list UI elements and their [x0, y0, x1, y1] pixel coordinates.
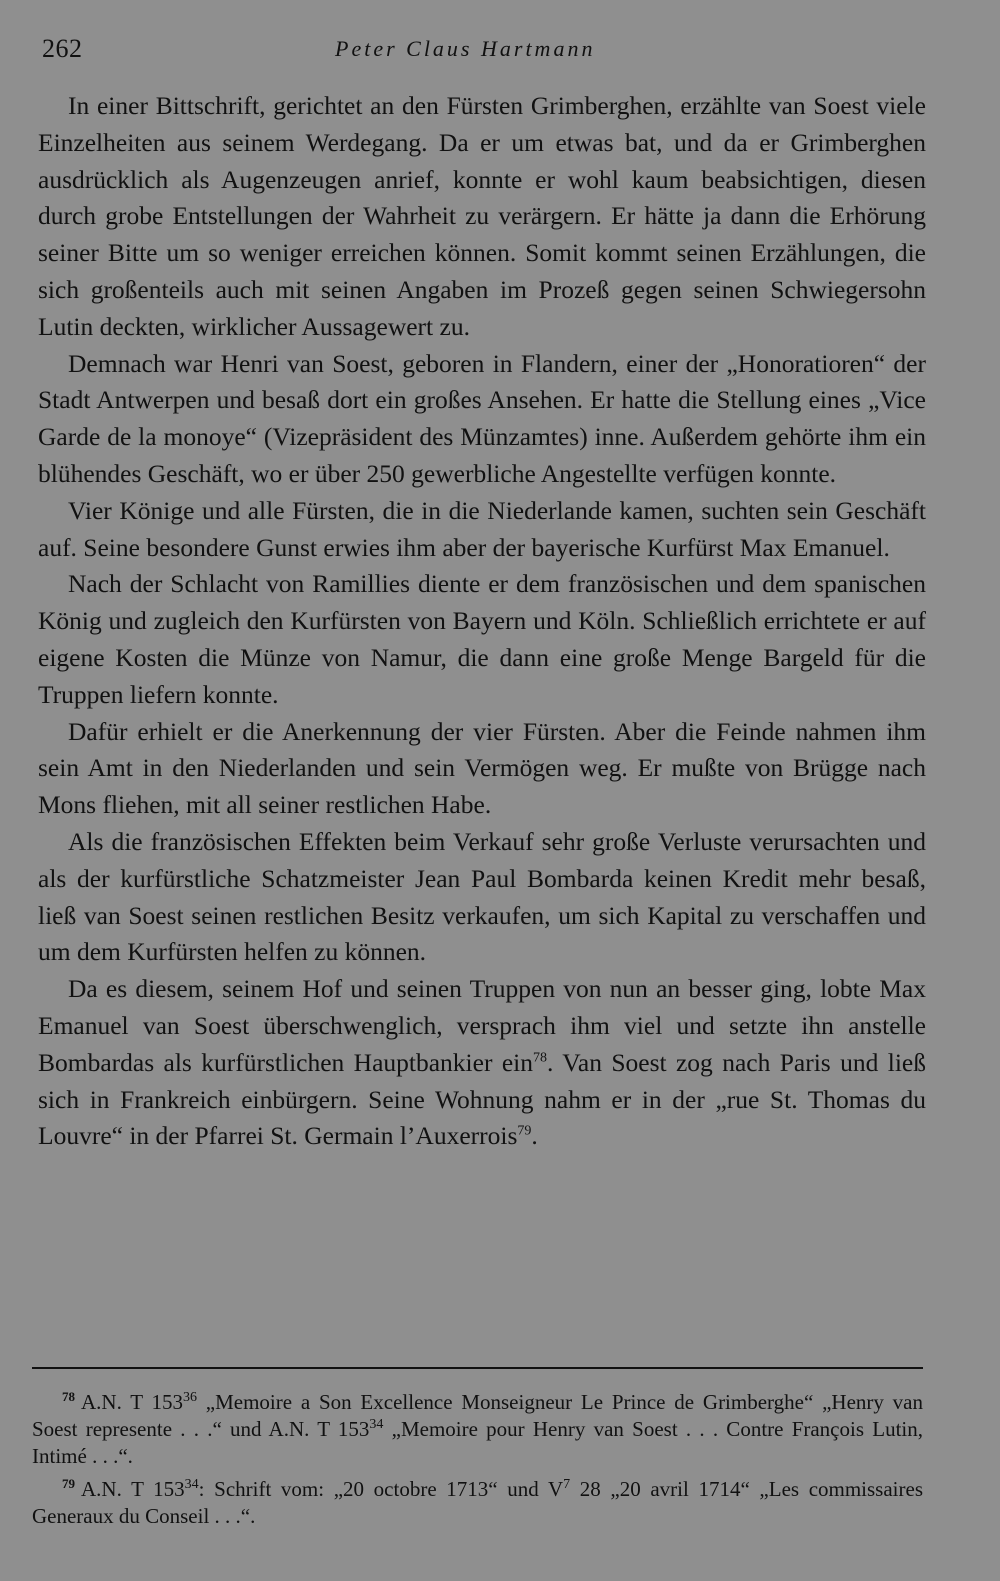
paragraph-text: Da es diesem, seinem Hof und seinen Truppen von nun an besser ging, lobte Max Emanuel van Soest überschwenglich, versprach ihm viel und setzte ihn anstelle Bombardas als kurfürstlichen Hauptbankier ein: [38, 974, 926, 1077]
footnote-superscript: 7: [563, 1477, 571, 1492]
body-text: [38, 88, 926, 1155]
paragraph: [38, 971, 926, 1155]
footnote-text: 28 „20 avril 1714“ „Les commissaires Generaux du Conseil . . .“.: [32, 1477, 923, 1528]
paragraph-text: .: [531, 1121, 538, 1151]
paragraph: Nach der Schlacht von Ramillies diente er dem französischen und dem spanischen König und zugleich den Kurfürsten von Bayern und Köln. Schließlich errichtete er auf eigene Kosten die Münze von Namur, die dann eine große Menge Bargeld für die Truppen liefern konnte.: [38, 569, 926, 709]
page-number: 262: [42, 34, 83, 63]
paragraph-text: . Van Soest zog nach Paris und ließ sich in Frankreich einbürgern. Seine Wohnung nahm er in der „rue St. Thomas du Louvre“ in der Pfarrei St. Germain l’Auxerrois: [38, 1047, 926, 1151]
footnote-divider: [32, 1367, 923, 1369]
footnote-superscript: 34: [369, 1417, 384, 1432]
running-head: Peter Claus Hartmann: [335, 36, 596, 61]
footnote-text: : Schrift vom: „20 octobre 1713“ und V: [198, 1477, 564, 1501]
footnote-reference[interactable]: 78: [533, 1050, 547, 1066]
footnote-mark: 79: [62, 1476, 75, 1491]
footnote: [32, 1383, 923, 1470]
paragraph: Als die französischen Effekten beim Verkauf sehr große Verluste verursachten und als der kurfürstliche Schatzmeister Jean Paul Bombarda keinen Kredit mehr besaß, ließ van Soest seinen restlichen Besitz verkaufen, um sich Kapital zu verschaffen und um dem Kurfürsten helfen zu können.: [38, 826, 926, 967]
footnote-text: A.N. T 153: [81, 1477, 185, 1501]
footnotes: [32, 1383, 923, 1530]
footnote-reference[interactable]: 79: [517, 1123, 532, 1139]
footnote-text: „Memoire a Son Excellence Monseigneur Le Prince de Grimberghe“ „Henry van Soest represente . . .“ und A.N. T 153: [32, 1390, 923, 1441]
footnote-superscript: 36: [182, 1390, 197, 1405]
footnote-superscript: 34: [184, 1477, 199, 1492]
footnote-mark: 78: [62, 1389, 75, 1404]
paragraph: Dafür erhielt er die Anerkennung der vier Fürsten. Aber die Feinde nahmen ihm sein Amt in den Niederlanden und sein Vermögen weg. Er mußte von Brügge nach Mons fliehen, mit all seiner restlichen Habe.: [38, 716, 926, 820]
paragraph: In einer Bittschrift, gerichtet an den Fürsten Grimberghen, erzählte van Soest viele Einzelheiten aus seinem Werdegang. Da er um etwas bat, und da er Grimberghen ausdrücklich als Augenzeugen anrief, konnte er wohl kaum beabsichtigen, diesen durch grobe Entstellungen der Wahrheit zu verärgern. Er hätte ja dann die Erhörung seiner Bitte um so weniger erreichen können. Somit kommt seinen Erzählungen, die sich großenteils auch mit seinen Angaben im Prozeß gegen seinen Schwiegersohn Lutin deckten, wirklicher Aussagewert zu.: [38, 91, 926, 341]
footnote-text: „Memoire pour Henry van Soest . . . Contre François Lutin, Intimé . . .“.: [32, 1417, 923, 1468]
paragraph: Demnach war Henri van Soest, geboren in Flandern, einer der „Honoratioren“ der Stadt Antwerpen und besaß dort ein großes Ansehen. Er hatte die Stellung eines „Vice Garde de la monoye“ (Vizepräsident des Münzamtes) inne. Außerdem gehörte ihm ein blühendes Geschäft, wo er über 250 gewerbliche Angestellte verfügen konnte.: [38, 348, 926, 488]
footnote: [32, 1470, 923, 1530]
footnote-text: A.N. T 153: [81, 1390, 183, 1414]
paragraph: Vier Könige und alle Fürsten, die in die Niederlande kamen, suchten sein Geschäft auf. Seine besondere Gunst erwies ihm aber der bayerische Kurfürst Max Emanuel.: [38, 495, 926, 562]
